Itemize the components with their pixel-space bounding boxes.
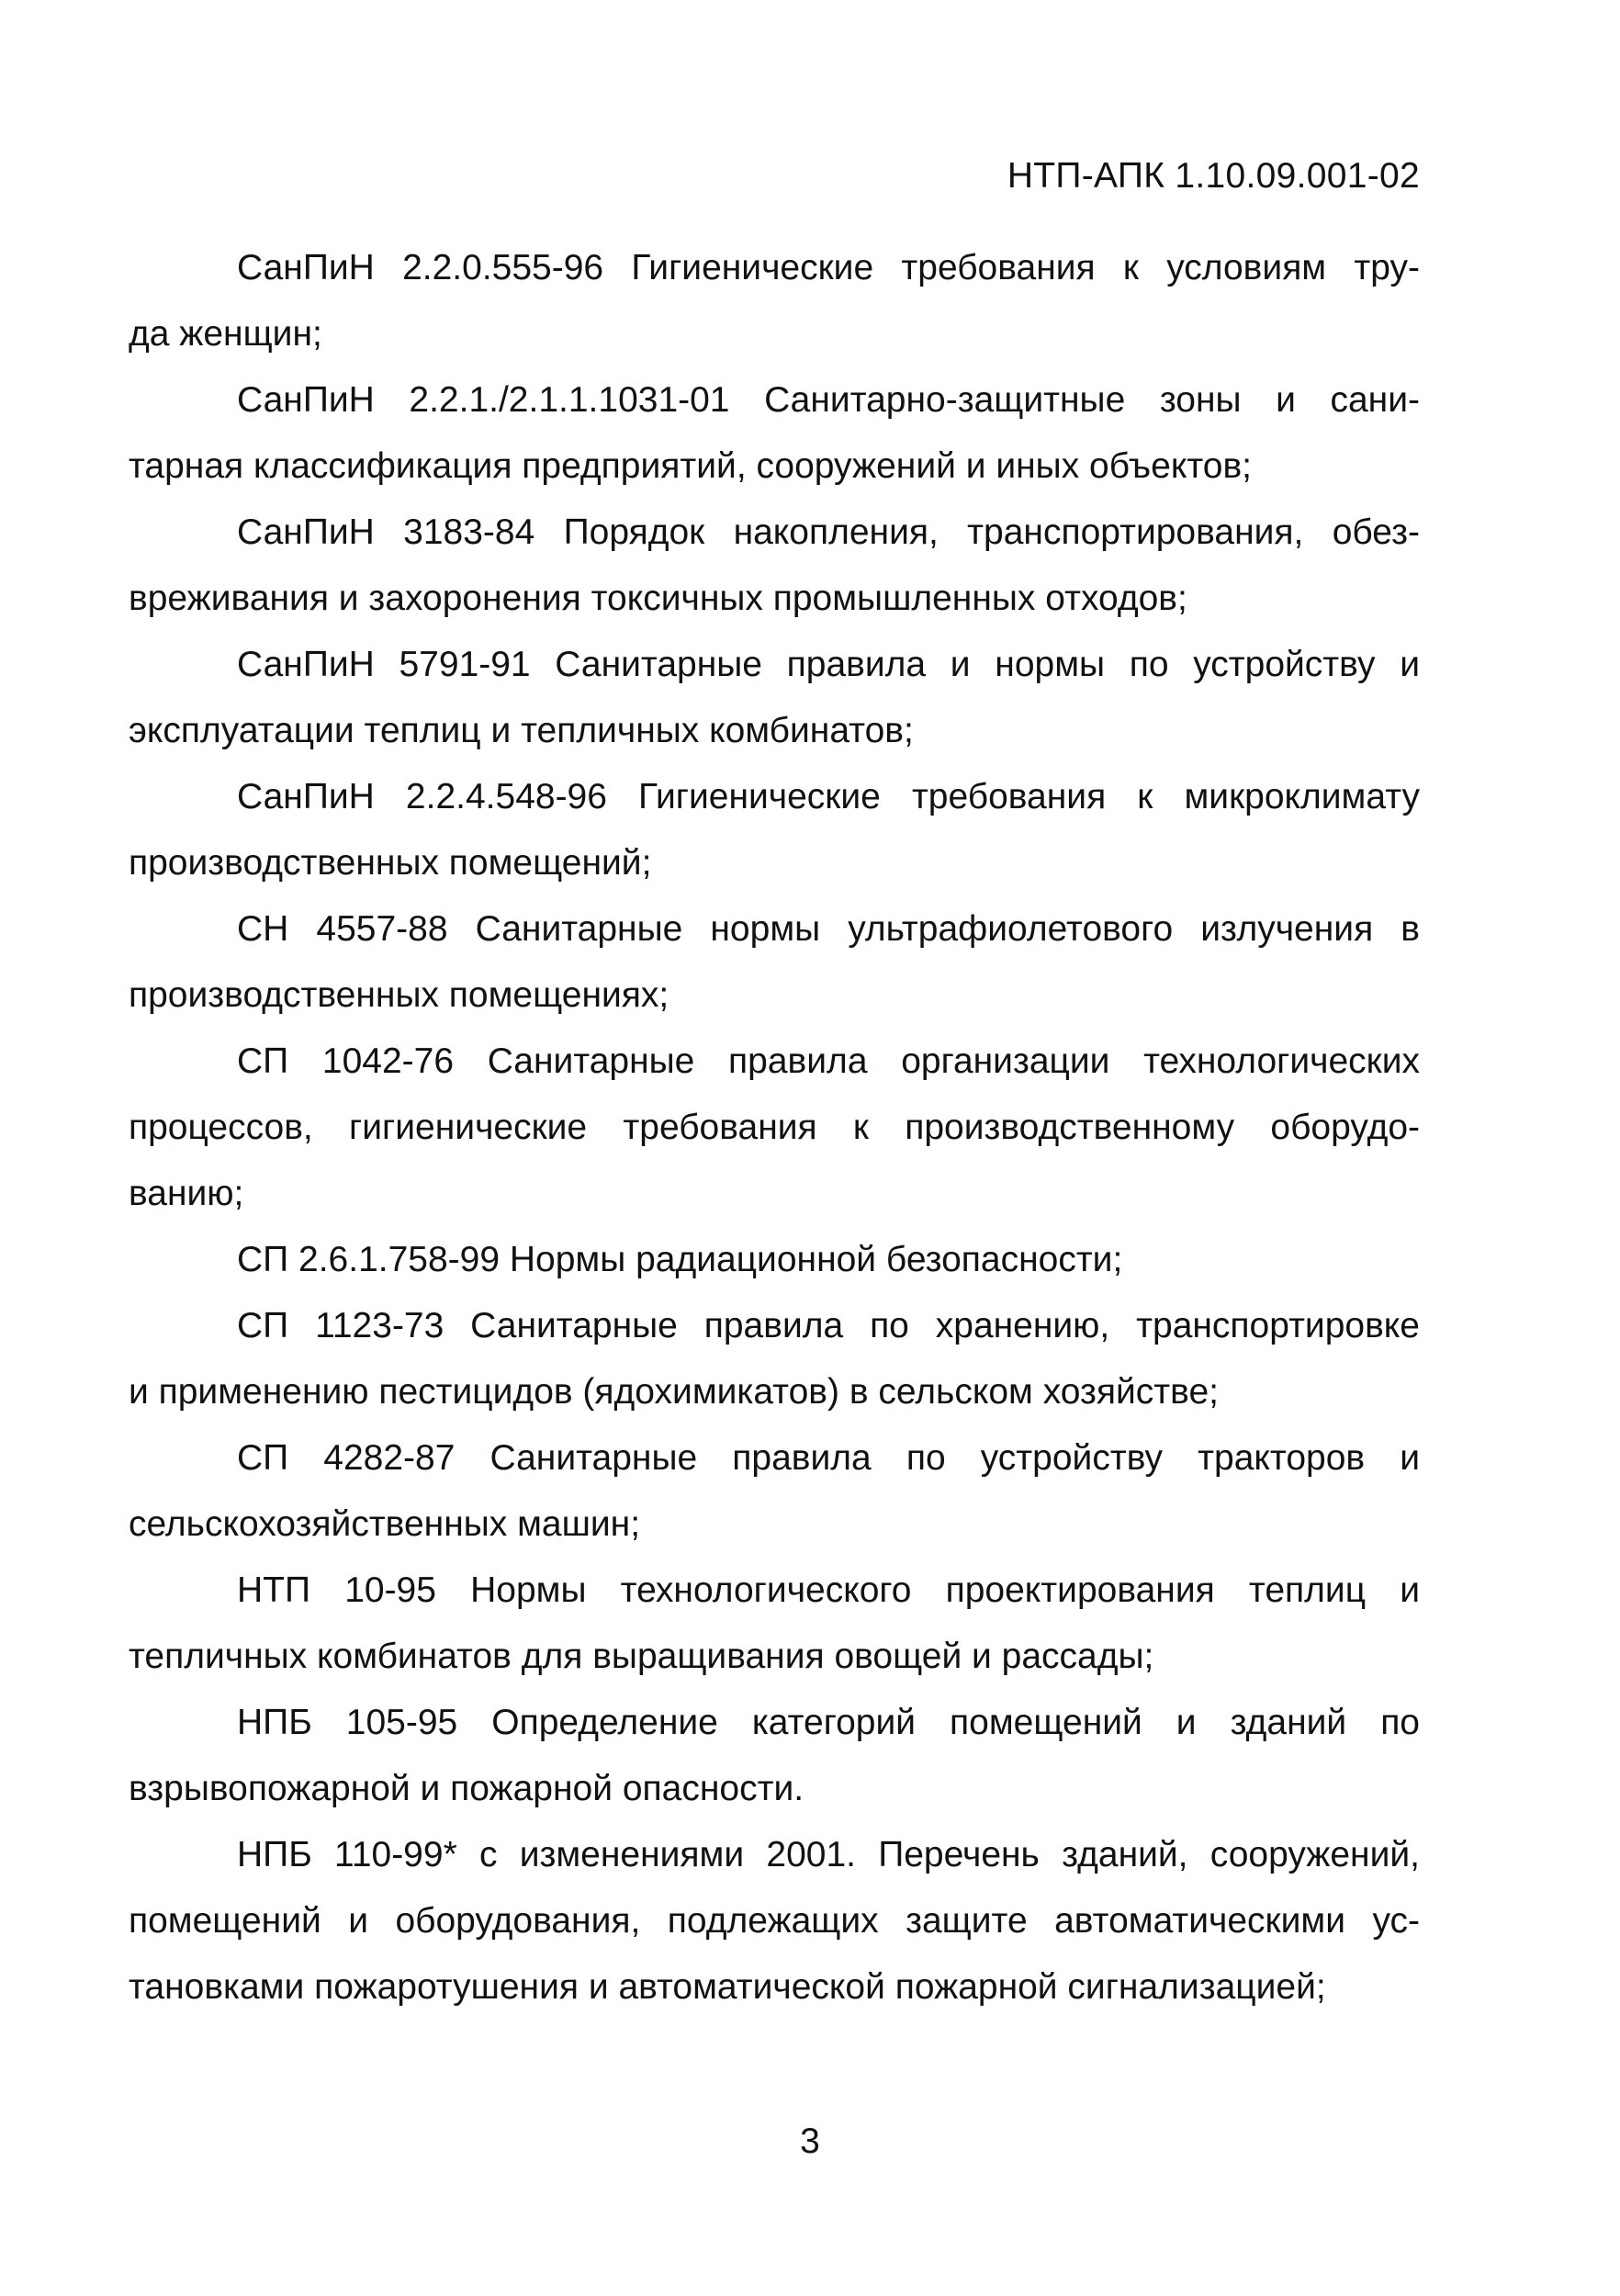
entry-line: эксплуатации теплиц и тепличных комбинатов;	[129, 711, 914, 750]
document-code-header: НТП-АПК 1.10.09.001-02	[1007, 156, 1420, 196]
reference-entry	[129, 1227, 1420, 1293]
entry-line: СП 4282-87 Санитарные правила по устройству тракторов и	[237, 1438, 1420, 1478]
entry-line: да женщин;	[129, 314, 322, 354]
reference-entry	[129, 367, 1420, 500]
reference-entry	[129, 1425, 1420, 1558]
entry-line: СанПиН 2.2.4.548-96 Гигиенические требования к микроклимату	[237, 777, 1420, 816]
entry-line: и применению пестицидов (ядохимикатов) в сельском хозяйстве;	[129, 1372, 1219, 1412]
reference-entry	[129, 1293, 1420, 1425]
reference-entry	[129, 1822, 1420, 2020]
entry-line: СП 1123-73 Санитарные правила по хранению, транспортировке	[237, 1306, 1420, 1345]
reference-entry	[129, 1029, 1420, 1227]
entry-line: производственных помещений;	[129, 843, 652, 883]
reference-entry	[129, 1690, 1420, 1822]
reference-entry	[129, 500, 1420, 632]
page-number: 3	[800, 2122, 820, 2161]
reference-entry	[129, 632, 1420, 764]
entry-line: тановками пожаротушения и автоматической пожарной сигнализацией;	[129, 1967, 1326, 2007]
entry-line: СП 1042-76 Санитарные правила организации технологических	[237, 1041, 1420, 1081]
entry-line: НТП 10-95 Нормы технологического проектирования теплиц и	[237, 1570, 1420, 1610]
entry-line: процессов, гигиенические требования к производственному оборудо-	[129, 1108, 1420, 1147]
entry-line: сельскохозяйственных машин;	[129, 1504, 641, 1544]
entry-line: СанПиН 5791-91 Санитарные правила и нормы по устройству и	[237, 645, 1420, 684]
normative-references-list	[129, 235, 1420, 2020]
entry-line: ванию;	[129, 1174, 244, 1213]
entry-line: взрывопожарной и пожарной опасности.	[129, 1769, 804, 1808]
entry-line: тарная классификация предприятий, сооружений и иных объектов;	[129, 446, 1252, 486]
entry-line: тепличных комбинатов для выращивания овощей и рассады;	[129, 1637, 1154, 1676]
entry-line: производственных помещениях;	[129, 975, 669, 1015]
reference-entry	[129, 764, 1420, 896]
reference-entry	[129, 1558, 1420, 1690]
entry-line: СП 2.6.1.758-99 Нормы радиационной безопасности;	[237, 1240, 1123, 1279]
entry-line: вреживания и захоронения токсичных промышленных отходов;	[129, 579, 1187, 618]
entry-line: СанПиН 2.2.1./2.1.1.1031-01 Санитарно-защитные зоны и сани-	[237, 380, 1420, 420]
reference-entry	[129, 235, 1420, 367]
entry-line: НПБ 105-95 Определение категорий помещений и зданий по	[237, 1703, 1420, 1742]
entry-line: СанПиН 3183-84 Порядок накопления, транспортирования, обез-	[237, 512, 1420, 552]
entry-line: помещений и оборудования, подлежащих защите автоматическими ус-	[129, 1901, 1420, 1941]
entry-line: НПБ 110-99* с изменениями 2001. Перечень зданий, сооружений,	[237, 1835, 1420, 1874]
entry-line: СанПиН 2.2.0.555-96 Гигиенические требования к условиям тру-	[237, 248, 1420, 287]
reference-entry	[129, 896, 1420, 1029]
entry-line: СН 4557-88 Санитарные нормы ультрафиолетового излучения в	[237, 909, 1420, 949]
